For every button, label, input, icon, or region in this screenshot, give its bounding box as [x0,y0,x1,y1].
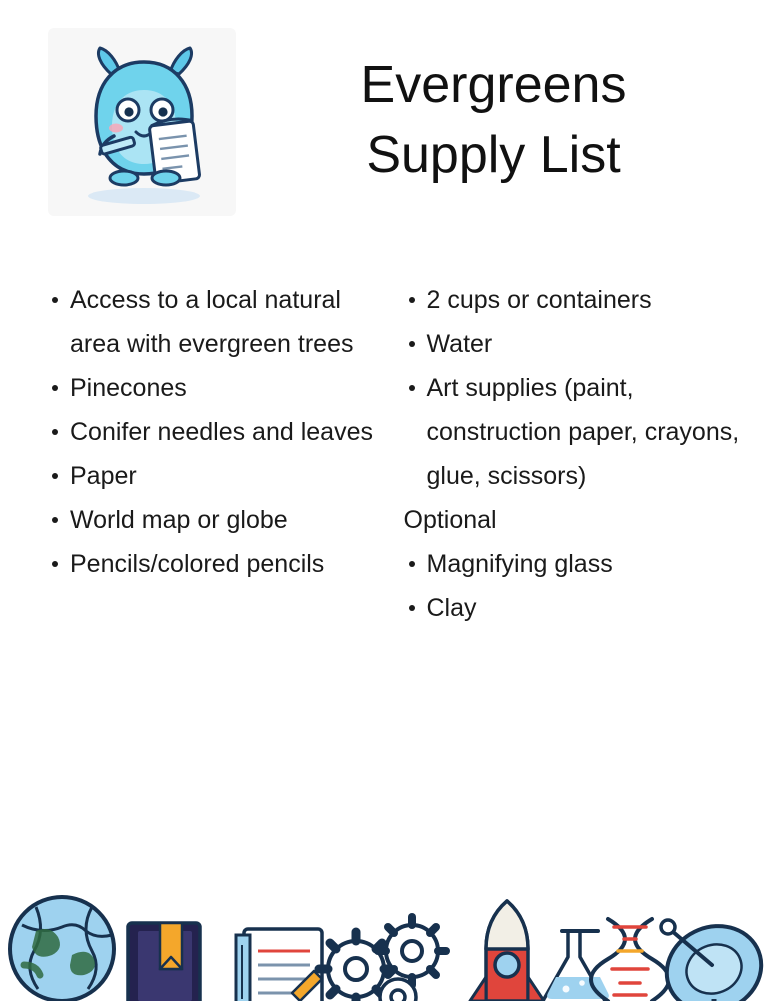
book-icon [128,923,200,1001]
rocket-icon [470,901,544,1001]
right-supply-items [399,278,752,498]
monster-mascot-icon [48,28,236,216]
left-supply-items [42,278,385,586]
list-item: World map or globe [42,498,385,542]
satellite-dish-icon [654,912,773,1001]
clipboard-icon [236,929,322,1001]
footer-illustration [0,873,773,1001]
optional-supply-items [399,542,752,630]
page-header [0,0,773,216]
supply-column-left [30,278,391,586]
page-title [236,50,773,190]
list-item: Paper [42,454,385,498]
list-item: Art supplies (paint, construction paper, crayons, glue, scissors) [399,366,752,498]
list-item: Water [399,322,752,366]
list-item: Pinecones [42,366,385,410]
gears-icon [319,917,446,1001]
title-line-2: Supply List [366,126,621,185]
list-item: Pencils/colored pencils [42,542,385,586]
list-item: Magnifying glass [399,542,752,586]
mascot-image [48,28,236,216]
list-item: Access to a local natural area with evergreen trees [42,278,385,366]
supply-list [0,278,773,630]
list-item: Conifer needles and leaves [42,410,385,454]
supply-column-right [391,278,752,630]
optional-heading: Optional [403,506,497,534]
title-line-1: Evergreens [360,56,627,114]
globe-icon [10,897,114,1001]
list-item: 2 cups or containers [399,278,752,322]
list-item: Clay [399,586,752,630]
